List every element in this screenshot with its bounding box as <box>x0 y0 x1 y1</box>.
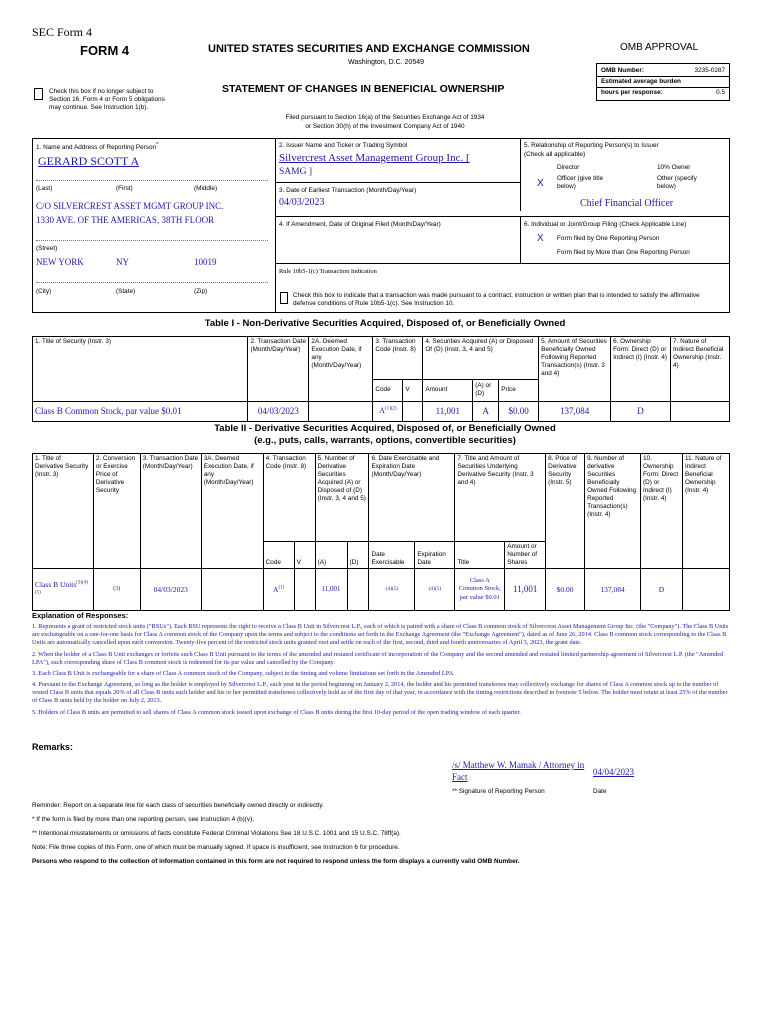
t1-row-owned: 137,084 <box>539 401 611 421</box>
rule-10b5-checkbox[interactable] <box>280 292 288 304</box>
t2-a-header: (A) <box>315 542 347 569</box>
t1-row-aord: A <box>473 401 499 421</box>
t2-exercisable-header: Date Exercisable <box>369 542 415 569</box>
state-value: NY <box>116 257 129 267</box>
omb-title: OMB APPROVAL <box>620 42 699 53</box>
filing-one-label: Form filed by One Reporting Person <box>557 235 660 242</box>
t1-h2a: 2A. Deemed Execution Date, if any (Month/Day/Year) <box>309 337 373 402</box>
t2-row-expiration: (4)(5) <box>415 569 455 611</box>
t2-row-exercisable: (4)(5) <box>369 569 415 611</box>
t2-row-underlying: Class A Common Stock, par value $0.01 <box>455 569 505 611</box>
t1-aord-header: (A) or (D) <box>473 379 499 401</box>
footnote-4: 4. Pursuant to the Exchange Agreement, so long as the holder is employed by Silvercrest L.P., each year in the period beginning on January 2, 2014, the holder and his permitted transferees may collectively exchange for shares of Class A common stock up to the number of vested Class B units that equals 20% of all Class B units such holder and his or her permitted transferees collectively hold as of the first day of that year, in accordance with the timing restrictions described in footnote 5 below. The holder must retain at least 25% of the number of Class B units held by the holder on July 2, 2013. <box>32 681 728 705</box>
city-label: (City) <box>36 288 52 295</box>
footnote-1: 1. Represents a grant of restricted stock units ("RSUs"). Each RSU represents the right to receive a Class B Unit in Silvercrest L.P., each of which is paired with a share of Class B common stock of Silvercrest Asset Management Group Inc. (the "Company"). The Class B Units are exchangeable on a one-for-one basis for Class A common stock of the Company upon the terms and subject to the conditions set forth in the Exchange Agreement (the "Exchange Agreement"), dated as of June 26, 2014. Class B common stock corresponding to the Class B Units are automatically cancelled upon such conversion. Twenty-five percent of the restricted stock units granted vest and settle on each of the first, second, third and fourth anniversaries of April 3, 2023, the grant date. <box>32 623 729 647</box>
t1-h2: 2. Transaction Date (Month/Day/Year) <box>248 337 309 402</box>
address-line-2: 1330 AVE. OF THE AMERICAS, 38TH FLOOR <box>36 215 215 225</box>
t1-row-code: $A^{(1)(2)}$ <box>373 401 403 421</box>
filing-one-check-mark[interactable]: X <box>537 233 544 244</box>
t2-row-title: Class B Units$^{(3)(4)(5)}$ <box>33 569 94 611</box>
t2-h6: 6. Date Exercisable and Expiration Date (Month/Day/Year) <box>369 454 455 542</box>
t2-h11: 11. Nature of Indirect Beneficial Ownership (Instr. 4) <box>682 454 729 569</box>
t2-h10: 10. Ownership Form: Direct (D) or Indirect (I) (Instr. 4) <box>641 454 683 569</box>
zip-label: (Zip) <box>194 288 208 295</box>
t1-amount-header: Amount <box>423 379 473 401</box>
street-label: (Street) <box>36 245 58 252</box>
table1-title: Table I - Non-Derivative Securities Acquired, Disposed of, or Beneficially Owned <box>204 318 566 329</box>
t1-row-price: $0.00 <box>499 401 539 421</box>
footnote-5: 5. Holders of Class B units are permitted to sell shares of Class A common stock issued upon exchange of Class B units during the first 10-day period of the open trading window of each quarter. <box>32 708 521 716</box>
t1-h3: 3. Transaction Code (Instr. 8) <box>373 337 423 380</box>
relationship-sublabel: (Check all applicable) <box>524 151 586 158</box>
table-row <box>33 401 730 421</box>
t2-row-code: $A^{(1)}$ <box>263 569 294 611</box>
t2-row-shares: 11,001 <box>505 569 546 611</box>
t1-h6: 6. Ownership Form: Direct (D) or Indirect (I) (Instr. 4) <box>611 337 671 402</box>
t1-row-nature <box>670 401 729 421</box>
t1-h5: 5. Amount of Securities Beneficially Owned Following Reported Transaction(s) (Instr. 3 and 4) <box>539 337 611 402</box>
footnote-2: 2. When the holder of a Class B Unit exchanges or forfeits such Class B Unit pursuant to the terms of the amended and restated certificate of incorporation of the Company and the second amended and restated limited partnership agreement of Silvercrest L.P. (the "Amended LPA"), each corresponding share of Class B common stock is redeemed for its par value and cancelled by the Company. <box>32 650 724 666</box>
footer-line-4: Note: File three copies of this Form, one of which must be manually signed. If space is insufficient, see Instruction 6 for procedure. <box>32 844 400 851</box>
section16-checkbox-label: Check this box if no longer subject to Section 16. Form 4 or Form 5 obligations may continue. See Instruction 1(b). <box>49 88 165 111</box>
footer-line-2: * If the form is filed by more than one reporting person, see Instruction 4 (b)(v). <box>32 816 254 823</box>
footer-reminder: Reminder: Report on a separate line for each class of securities beneficially owned directly or indirectly. <box>32 802 324 809</box>
statement-title: STATEMENT OF CHANGES IN BENEFICIAL OWNERSHIP <box>222 83 505 95</box>
t2-row-conversion: (3) <box>93 569 140 611</box>
signature-date: 04/04/2023 <box>593 767 635 777</box>
remarks-title: Remarks: <box>32 742 74 752</box>
t2-shares-header: Amount or Number of Shares <box>505 542 546 569</box>
commission-city: Washington, D.C. 20549 <box>348 59 425 66</box>
t2-row-date: 04/03/2023 <box>140 569 201 611</box>
officer-label: Officer (give title below) <box>557 175 604 190</box>
table2-subtitle: (e.g., puts, calls, warrants, options, convertible securities) <box>254 435 516 446</box>
earliest-date-label: 3. Date of Earliest Transaction (Month/Day/Year) <box>279 187 417 194</box>
table-row <box>33 569 730 611</box>
table2 <box>32 453 730 611</box>
footer-line-3: ** Intentional misstatements or omissions of facts constitute Federal Criminal Violations See 18 U.S.C. 1001 and 15 U.S.C. 78ff(a). <box>32 830 401 837</box>
t2-h5: 5. Number of Derivative Securities Acquired (A) or Disposed of (D) (Instr. 3, 4 and 5) <box>315 454 369 542</box>
filing-more-label: Form filed by More than One Reporting Person <box>557 249 690 256</box>
t2-code-header: Code <box>263 542 294 569</box>
filed-pursuant-2: or Section 30(h) of the Investment Company Act of 1940 <box>305 123 465 130</box>
last-label: (Last) <box>36 185 53 192</box>
t2-row-d <box>347 569 369 611</box>
t2-row-owned: 137,084 <box>585 569 641 611</box>
filing-label: 6. Individual or Joint/Group Filing (Check Applicable Line) <box>524 221 687 228</box>
omb-hours: 0.5 <box>716 89 725 96</box>
commission-title: UNITED STATES SECURITIES AND EXCHANGE COMMISSION <box>208 43 530 55</box>
earliest-date: 04/03/2023 <box>279 197 325 208</box>
t2-h3a: 3A. Deemed Execution Date, if any (Month/Day/Year) <box>201 454 263 569</box>
omb-number: 3235-0287 <box>694 67 725 74</box>
form-title: FORM 4 <box>80 43 130 58</box>
signature-label: ** Signature of Reporting Person <box>452 788 545 795</box>
t1-v-header: V <box>403 379 423 401</box>
t2-row-v <box>294 569 315 611</box>
t2-row-nature <box>682 569 729 611</box>
t2-d-header: (D) <box>347 542 369 569</box>
issuer-name: Silvercrest Asset Management Group Inc. [ <box>279 152 470 164</box>
reporting-person-label: 1. Name and Address of Reporting Person* <box>36 142 159 152</box>
t1-h1: 1. Title of Security (Instr. 3) <box>33 337 248 402</box>
omb-hours-label: hours per response: <box>601 89 663 96</box>
table2-title: Table II - Derivative Securities Acquired, Disposed of, or Beneficially Owned <box>214 423 556 434</box>
relationship-label: 5. Relationship of Reporting Person(s) to Issuer <box>524 142 659 149</box>
t2-expiration-header: Expiration Date <box>415 542 455 569</box>
other-label: Other (specify below) <box>657 175 697 190</box>
t2-h3: 3. Transaction Date (Month/Day/Year) <box>140 454 201 569</box>
issuer-ticker: SAMG ] <box>279 167 312 177</box>
city-value: NEW YORK <box>36 257 84 267</box>
signature-date-label: Date <box>593 788 607 795</box>
rule-10b5-text: Check this box to indicate that a transaction was made pursuant to a contract, instruction or written plan that is intended to satisfy the affirmative defense conditions of Rule 10b5-1(c). See Instruction 10. <box>293 292 700 307</box>
t1-row-date: 04/03/2023 <box>248 401 309 421</box>
first-label: (First) <box>116 185 133 192</box>
t2-row-deemed <box>201 569 263 611</box>
t1-code-header: Code <box>373 379 403 401</box>
t2-title-header: Title <box>455 542 505 569</box>
t1-row-amount: 11,001 <box>423 401 473 421</box>
omb-number-label: OMB Number: <box>601 67 644 74</box>
t2-h8: 8. Price of Derivative Security (Instr. 5) <box>546 454 585 569</box>
t2-h4: 4. Transaction Code (Instr. 8) <box>263 454 315 542</box>
officer-title: Chief Financial Officer <box>580 198 674 209</box>
t1-row-title: Class B Common Stock, par value $0.01 <box>33 401 248 421</box>
t2-h2: 2. Conversion or Exercise Price of Derivative Security <box>93 454 140 569</box>
t2-h7: 7. Title and Amount of Securities Underlying Derivative Security (Instr. 3 and 4) <box>455 454 546 542</box>
t1-price-header: Price <box>499 379 539 401</box>
footnote-3: 3. Each Class B Unit is exchangeable for a share of Class A common stock of the Company, subject to the timing and volume limitations set forth in the Amended LPA. <box>32 669 455 677</box>
t1-h7: 7. Nature of Indirect Beneficial Ownership (Instr. 4) <box>670 337 729 402</box>
t2-row-form: D <box>641 569 683 611</box>
reporting-person-name: GERARD SCOTT A <box>38 154 140 168</box>
t2-row-a: 11,001 <box>315 569 347 611</box>
table1 <box>32 336 730 422</box>
address-line-1: C/O SILVERCREST ASSET MGMT GROUP INC. <box>36 201 224 211</box>
zip-value: 10019 <box>194 257 217 267</box>
middle-label: (Middle) <box>194 185 218 192</box>
rule-10b5-label: Rule 10b5-1(c) Transaction Indication <box>279 268 377 275</box>
t2-h1: 1. Title of Derivative Security (Instr. 3) <box>33 454 94 569</box>
filed-pursuant-1: Filed pursuant to Section 16(a) of the Securities Exchange Act of 1934 <box>285 114 485 121</box>
footnotes <box>32 623 730 720</box>
section16-checkbox[interactable] <box>34 88 43 100</box>
amendment-label: 4. If Amendment, Date of Original Filed (Month/Day/Year) <box>279 221 441 228</box>
t2-row-price: $0.00 <box>546 569 585 611</box>
explanation-title: Explanation of Responses: <box>32 611 129 620</box>
t1-h4: 4. Securities Acquired (A) or Disposed Of (D) (Instr. 3, 4 and 5) <box>423 337 539 380</box>
state-label: (State) <box>116 288 136 295</box>
ten-percent-label: 10% Owner <box>657 164 691 171</box>
omb-burden-label: Estimated average burden <box>601 78 681 85</box>
director-label: Director <box>557 164 580 171</box>
t2-h9: 9. Number of derivative Securities Beneficially Owned Following Reported Transaction(s) (Instr. 4) <box>585 454 641 569</box>
issuer-label: 2. Issuer Name and Ticker or Trading Symbol <box>279 142 408 149</box>
footer-line-5: Persons who respond to the collection of information contained in this form are not required to respond unless the form displays a currently valid OMB Number. <box>32 858 520 865</box>
t2-v-header: V <box>294 542 315 569</box>
t1-row-v <box>403 401 423 421</box>
sec-form-label: SEC Form 4 <box>32 25 93 39</box>
t1-row-form: D <box>611 401 671 421</box>
signature: /s/ Matthew W. Mamak / Attorney in Fact <box>452 760 585 782</box>
t1-row-deemed <box>309 401 373 421</box>
omb-box <box>596 63 730 101</box>
officer-check-mark[interactable]: X <box>537 178 544 189</box>
